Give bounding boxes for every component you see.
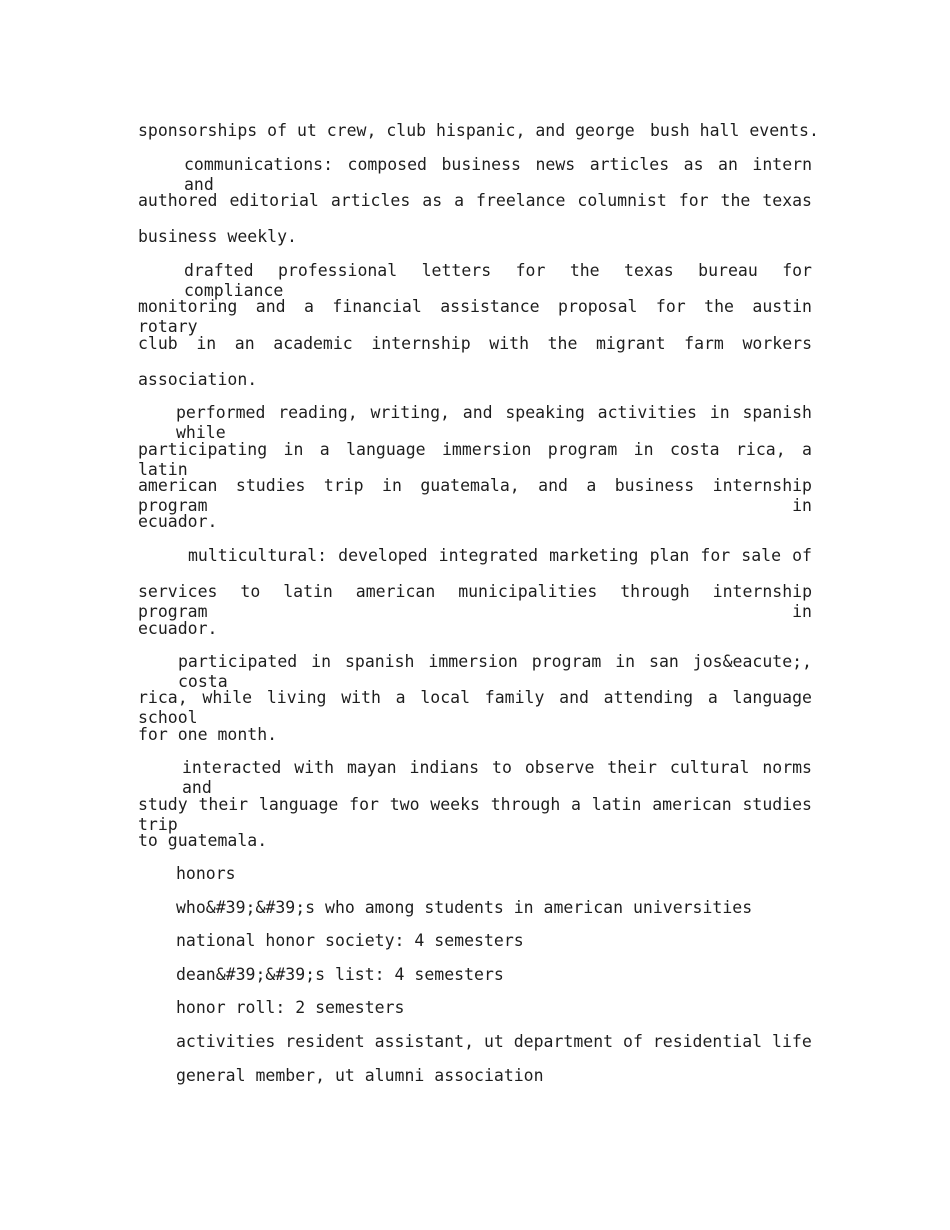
text-line: for one month. bbox=[138, 725, 278, 744]
text-line: sponsorships of ut crew, club hispanic, and george bbox=[138, 121, 635, 140]
text-line: club in an academic internship with the migrant farm workers bbox=[138, 334, 812, 353]
list-item: activities resident assistant, ut department of residential life bbox=[176, 1032, 812, 1051]
text-line: bush hall events. bbox=[650, 121, 819, 140]
text-line: ecuador. bbox=[138, 512, 218, 531]
list-item: dean&#39;&#39;s list: 4 semesters bbox=[176, 965, 504, 984]
text-line: participating in a language immersion program in costa rica, a latin bbox=[138, 440, 812, 479]
section-heading: honors bbox=[176, 864, 236, 883]
text-line: interacted with mayan indians to observe their cultural norms and bbox=[182, 758, 812, 797]
text-line: communications: composed business news articles as an intern and bbox=[184, 155, 812, 194]
text-line: rica, while living with a local family and attending a language school bbox=[138, 688, 812, 727]
text-line: participated in spanish immersion program in san jos&eacute;, costa bbox=[178, 652, 812, 691]
text-line: study their language for two weeks through a latin american studies trip bbox=[138, 795, 812, 834]
text-line: monitoring and a financial assistance proposal for the austin rotary bbox=[138, 297, 812, 336]
text-line: services to latin american municipalities through internship program in bbox=[138, 582, 812, 621]
text-line: performed reading, writing, and speaking activities in spanish while bbox=[176, 403, 812, 442]
text-line: multicultural: developed integrated marketing plan for sale of bbox=[188, 546, 812, 565]
list-item: national honor society: 4 semesters bbox=[176, 931, 524, 950]
text-line: business weekly. bbox=[138, 227, 297, 246]
text-line: american studies trip in guatemala, and a business internship program in bbox=[138, 476, 812, 515]
text-line: drafted professional letters for the texas bureau for compliance bbox=[184, 261, 812, 300]
text-line: ecuador. bbox=[138, 619, 218, 638]
list-item: who&#39;&#39;s who among students in american universities bbox=[176, 898, 753, 917]
text-line: authored editorial articles as a freelance columnist for the texas bbox=[138, 191, 812, 210]
list-item: general member, ut alumni association bbox=[176, 1066, 544, 1085]
text-line: to guatemala. bbox=[138, 831, 268, 850]
text-line: association. bbox=[138, 370, 258, 389]
list-item: honor roll: 2 semesters bbox=[176, 998, 405, 1017]
